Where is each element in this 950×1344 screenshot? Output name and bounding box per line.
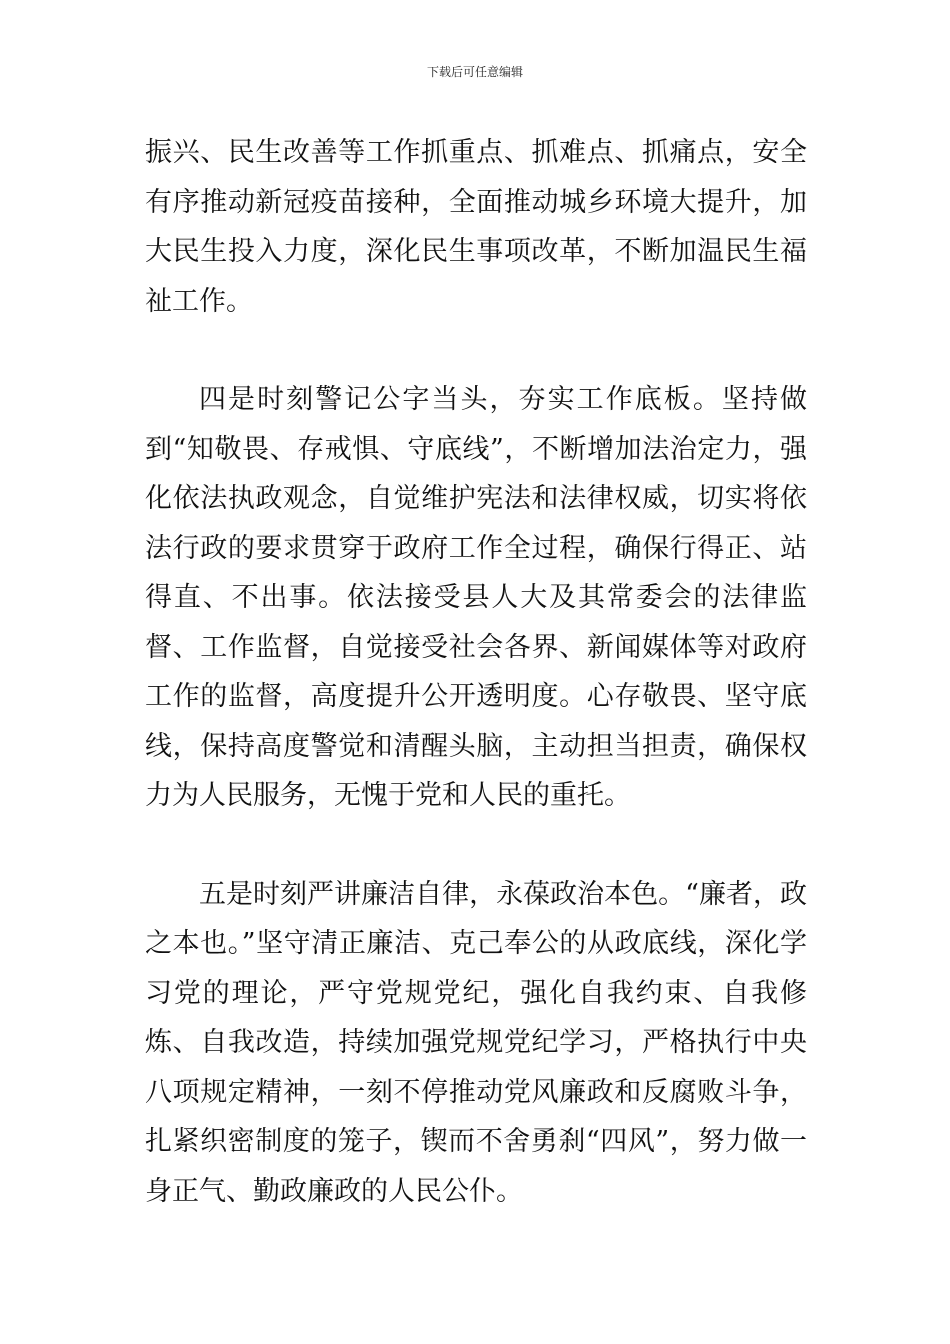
document-body (145, 128, 807, 1216)
paragraph-five: 五是时刻严讲廉洁自律，永葆政治本色。“廉者，政之本也。”坚守清正廉洁、克己奉公的从政底线，深化学习党的理论，严守党规党纪，强化自我约束、自我修炼、自我改造，持续加强党规党纪学习，严格执行中央八项规定精神，一刻不停推动党风廉政和反腐败斗争，扎紧织密制度的笼子，锲而不舍勇刹“四风”，努力做一身正气、勤政廉政的人民公仆。 (145, 878, 807, 1207)
page-header-note: 下载后可任意编辑 (426, 65, 523, 79)
paragraph-continuation: 振兴、民生改善等工作抓重点、抓难点、抓痛点，安全有序推动新冠疫苗接种，全面推动城乡环境大提升，加大民生投入力度，深化民生事项改革，不断加温民生福祉工作。 (145, 137, 807, 317)
paragraph-gap (145, 326, 807, 375)
paragraph-gap (145, 821, 807, 870)
paragraph-four: 四是时刻警记公字当头，夯实工作底板。坚持做到“知敬畏、存戒惧、守底线”，不断增加法治定力，强化依法执政观念，自觉维护宪法和法律权威，切实将依法行政的要求贯穿于政府工作全过程，确保行得正、站得直、不出事。依法接受县人大及其常委会的法律监督、工作监督，自觉接受社会各界、新闻媒体等对政府工作的监督，高度提升公开透明度。心存敬畏、坚守底线，保持高度警觉和清醒头脑，主动担当担责，确保权力为人民服务，无愧于党和人民的重托。 (145, 384, 807, 811)
